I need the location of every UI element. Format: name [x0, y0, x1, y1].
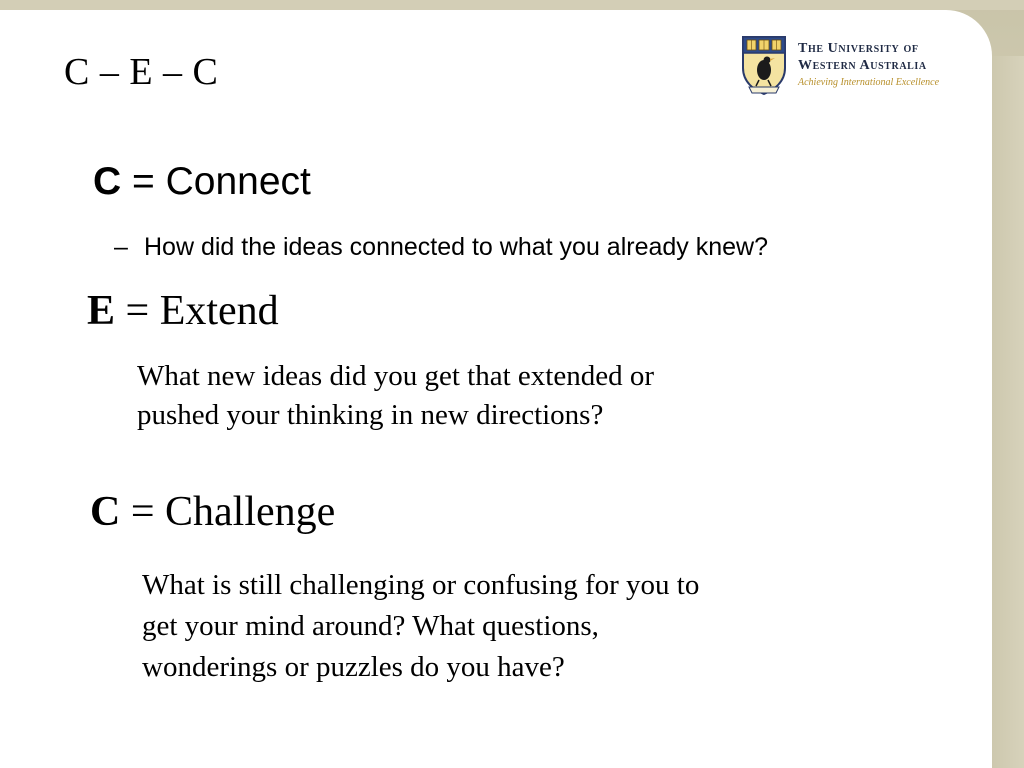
challenge-line: What is still challenging or confusing for you to — [142, 569, 700, 601]
logo-name-line-1: The University of — [798, 41, 919, 56]
connect-letter: C — [93, 160, 122, 203]
connect-bullet-text: How did the ideas connected to what you already knew? — [144, 233, 768, 261]
extend-line: What new ideas did you get that extended or — [137, 360, 655, 392]
challenge-paragraph — [142, 565, 699, 688]
challenge-label: = Challenge — [120, 489, 336, 535]
logo-tagline: Achieving International Excellence — [798, 77, 940, 88]
challenge-line: get your mind around? What questions, — [142, 610, 599, 642]
university-logo — [740, 34, 960, 98]
logo-name-line-2: Western Australia — [798, 58, 927, 73]
extend-heading — [87, 287, 279, 335]
extend-line: pushed your thinking in new directions? — [137, 399, 604, 431]
challenge-heading — [90, 488, 335, 536]
extend-paragraph — [137, 357, 654, 435]
slide-top-strip — [0, 0, 1024, 10]
connect-label: = Connect — [121, 160, 311, 203]
extend-label: = Extend — [115, 288, 279, 334]
bullet-dash: – — [114, 233, 128, 261]
challenge-letter: C — [90, 489, 121, 535]
slide-right-bar — [992, 56, 1024, 768]
connect-bullet — [114, 233, 768, 262]
connect-heading — [93, 160, 311, 204]
slide-title: C – E – C — [64, 51, 219, 93]
university-crest-icon — [740, 34, 788, 96]
challenge-line: wonderings or puzzles do you have? — [142, 651, 565, 683]
extend-letter: E — [87, 288, 116, 334]
